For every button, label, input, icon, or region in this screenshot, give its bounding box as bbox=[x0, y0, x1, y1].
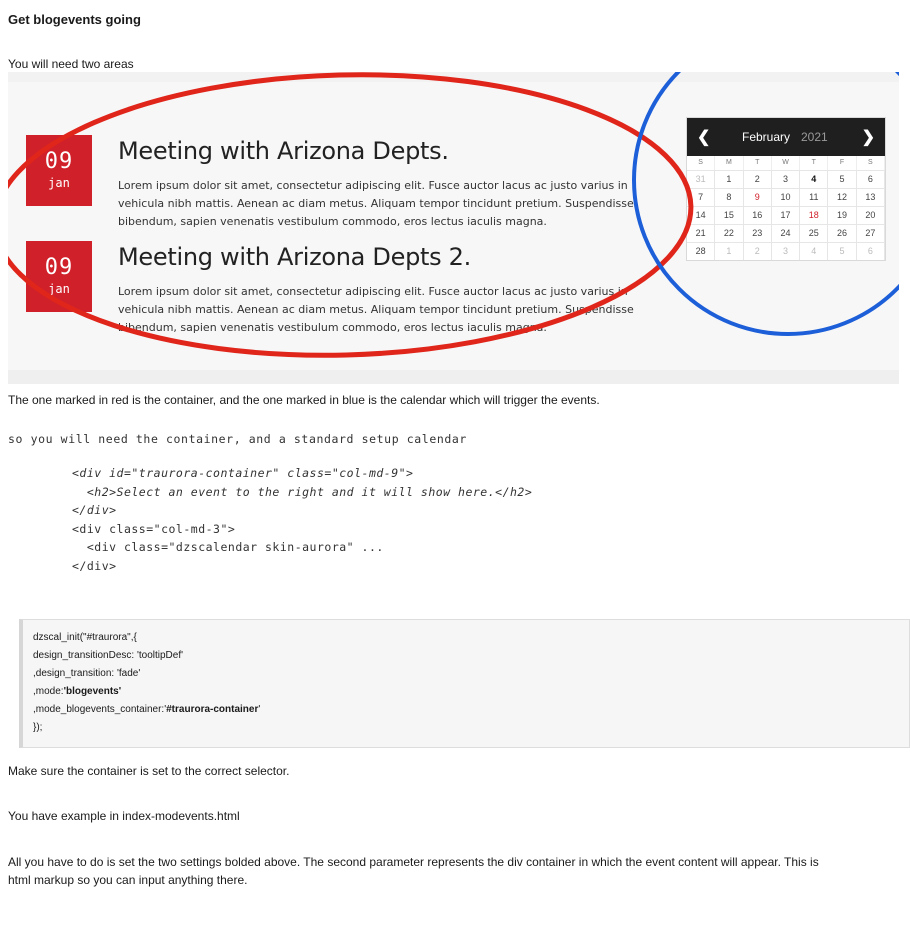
calendar-day[interactable]: 15 bbox=[715, 206, 743, 224]
code-text: ' bbox=[258, 704, 261, 715]
js-code-block bbox=[19, 619, 910, 748]
settings-note: html markup so you can input anything there. bbox=[8, 873, 248, 887]
event-description: Lorem ipsum dolor sit amet, consectetur adipiscing elit. Fusce auctor lacus ac justo varius in vehicula nibh mattis. Aenean ac diam metus. Aliquam tempor tincidunt pretium. Suspendisse bibendum, sapien venenatis vestibulum commodo, eros lectus iaculis magna. bbox=[118, 285, 634, 334]
calendar-day[interactable]: 1 bbox=[715, 242, 743, 260]
calendar-day[interactable]: 12 bbox=[828, 188, 856, 206]
calendar-day[interactable]: 13 bbox=[857, 188, 885, 206]
calendar-day[interactable]: 9 bbox=[744, 188, 772, 206]
calendar-day[interactable]: 18 bbox=[800, 206, 828, 224]
calendar-day[interactable]: 2 bbox=[744, 242, 772, 260]
code-line: ,design_transition: 'fade' bbox=[33, 668, 141, 679]
calendar-day[interactable]: 10 bbox=[772, 188, 800, 206]
calendar-day[interactable]: 27 bbox=[857, 224, 885, 242]
calendar-weekday: S bbox=[687, 156, 715, 170]
selector-note: Make sure the container is set to the correct selector. bbox=[8, 764, 290, 778]
code-line: <h2>Select an event to the right and it will show here.</h2> bbox=[72, 484, 533, 499]
calendar-year: 2021 bbox=[801, 130, 828, 144]
code-line: <div class="col-md-3"> bbox=[72, 521, 236, 536]
calendar-day[interactable]: 1 bbox=[715, 170, 743, 188]
calendar-day[interactable]: 16 bbox=[744, 206, 772, 224]
calendar-weekday: M bbox=[715, 156, 743, 170]
calendar-marker-circle bbox=[634, 72, 899, 334]
event-month: jan bbox=[48, 282, 70, 296]
calendar-day[interactable]: 4 bbox=[800, 170, 828, 188]
chevron-left-icon[interactable]: ❮ bbox=[697, 129, 711, 146]
calendar-day[interactable]: 3 bbox=[772, 242, 800, 260]
calendar-day[interactable]: 31 bbox=[687, 170, 715, 188]
code-line: </div> bbox=[72, 503, 117, 517]
calendar-day[interactable]: 6 bbox=[857, 242, 885, 260]
caption-text: The one marked in red is the container, and the one marked in blue is the calendar which will trigger the events. bbox=[8, 393, 600, 407]
code-line: <div id="traurora-container" class="col-md-9"> bbox=[72, 466, 414, 480]
event-title: Meeting with Arizona Depts. bbox=[118, 137, 449, 165]
calendar-weekday: S bbox=[857, 156, 885, 170]
calendar-day[interactable]: 6 bbox=[857, 170, 885, 188]
calendar-day[interactable]: 25 bbox=[800, 224, 828, 242]
calendar-day[interactable]: 14 bbox=[687, 206, 715, 224]
calendar-day[interactable]: 4 bbox=[800, 242, 828, 260]
annotation-overlay bbox=[8, 72, 899, 384]
code-line bbox=[33, 686, 121, 697]
container-marker-ellipse bbox=[8, 72, 695, 364]
code-line: design_transitionDesc: 'tooltipDef' bbox=[33, 650, 184, 661]
calendar-day[interactable]: 19 bbox=[828, 206, 856, 224]
calendar-day[interactable]: 22 bbox=[715, 224, 743, 242]
calendar-day[interactable]: 5 bbox=[828, 170, 856, 188]
event-month: jan bbox=[48, 176, 70, 190]
calendar-weekday: F bbox=[828, 156, 856, 170]
html-code-block bbox=[72, 464, 532, 575]
code-text: ,mode_blogevents_container:' bbox=[33, 704, 167, 715]
example-note: You have example in index-modevents.html bbox=[8, 809, 240, 823]
calendar-day[interactable]: 2 bbox=[744, 170, 772, 188]
calendar-day[interactable]: 11 bbox=[800, 188, 828, 206]
calendar-weekday: W bbox=[772, 156, 800, 170]
calendar-day[interactable]: 23 bbox=[744, 224, 772, 242]
page-title: Get blogevents going bbox=[8, 12, 141, 27]
code-bold-text: 'blogevents' bbox=[63, 686, 122, 697]
calendar-day[interactable]: 8 bbox=[715, 188, 743, 206]
event-title: Meeting with Arizona Depts 2. bbox=[118, 243, 471, 271]
calendar-day[interactable]: 3 bbox=[772, 170, 800, 188]
code-line bbox=[33, 704, 260, 715]
calendar-day[interactable]: 24 bbox=[772, 224, 800, 242]
calendar-day[interactable]: 28 bbox=[687, 242, 715, 260]
calendar-day[interactable]: 21 bbox=[687, 224, 715, 242]
settings-note: All you have to do is set the two settings bolded above. The second parameter represents the div container in which the event content will appear. This is bbox=[8, 855, 819, 869]
code-line: </div> bbox=[72, 558, 117, 573]
calendar-day[interactable]: 17 bbox=[772, 206, 800, 224]
code-line: dzscal_init("#traurora",{ bbox=[33, 632, 137, 643]
calendar-weekday: T bbox=[744, 156, 772, 170]
code-bold-text: #traurora-container bbox=[166, 704, 259, 715]
screenshot-figure bbox=[8, 72, 899, 384]
mono-note: so you will need the container, and a standard setup calendar bbox=[8, 432, 467, 446]
calendar-day[interactable]: 20 bbox=[857, 206, 885, 224]
code-text: ,mode: bbox=[33, 686, 64, 697]
calendar-month: February bbox=[742, 130, 791, 144]
event-day: 09 bbox=[44, 149, 74, 174]
calendar-day[interactable]: 5 bbox=[828, 242, 856, 260]
intro-text: You will need two areas bbox=[8, 57, 134, 71]
calendar-day[interactable]: 26 bbox=[828, 224, 856, 242]
code-line: }); bbox=[33, 722, 43, 733]
calendar-weekday: T bbox=[800, 156, 828, 170]
code-line: <div class="dzscalendar skin-aurora" ... bbox=[72, 540, 384, 554]
calendar-day[interactable]: 7 bbox=[687, 188, 715, 206]
chevron-right-icon[interactable]: ❯ bbox=[861, 129, 875, 146]
event-day: 09 bbox=[44, 255, 74, 280]
event-description: Lorem ipsum dolor sit amet, consectetur adipiscing elit. Fusce auctor lacus ac justo varius in vehicula nibh mattis. Aenean ac diam metus. Aliquam tempor tincidunt pretium. Suspendisse bibendum, sapien venenatis vestibulum commodo, eros lectus iaculis magna. bbox=[118, 179, 634, 228]
